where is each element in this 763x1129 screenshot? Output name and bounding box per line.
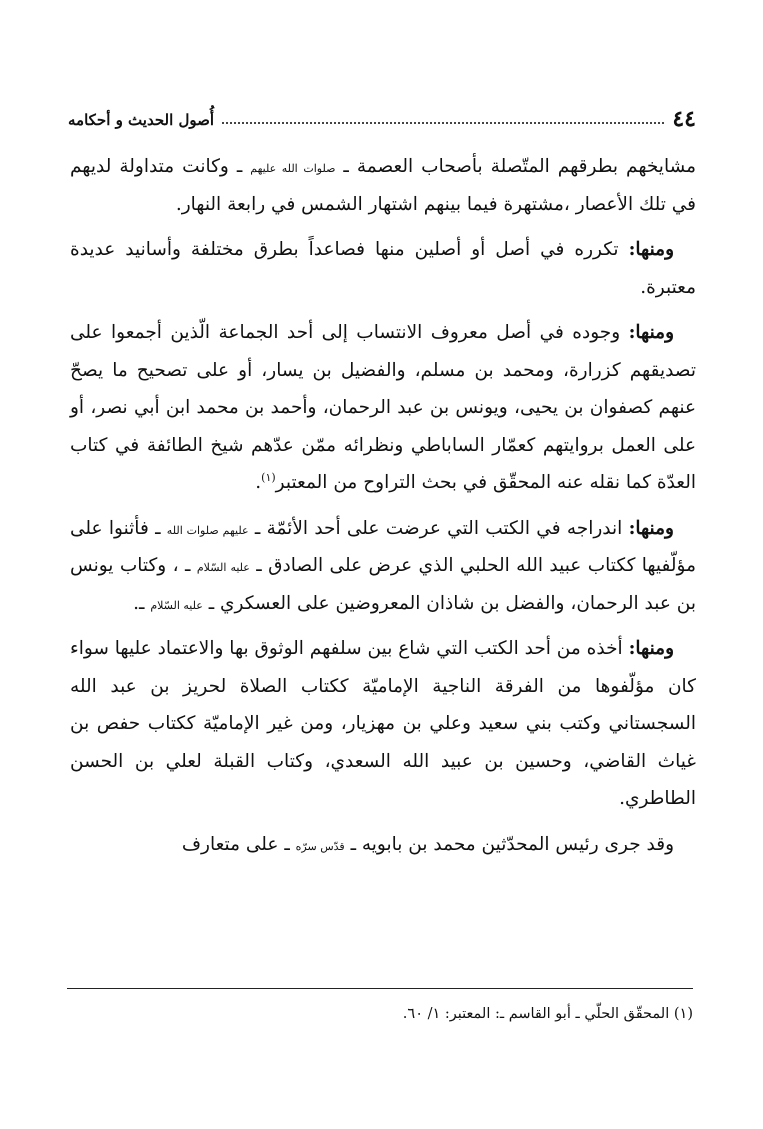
- paragraph-text: ـ فأثنوا على مؤلّفيها ككتاب عبيد الله الحلبي الذي عرض على الصادق ـ: [70, 517, 696, 576]
- lead-word: ومنها:: [628, 638, 674, 659]
- main-text: [70, 148, 696, 871]
- paragraph-text: مشايخهم بطرقهم المتّصلة بأصحاب العصمة ـ: [343, 156, 696, 177]
- paragraph-3: [70, 314, 696, 502]
- paragraph-5: [70, 630, 696, 818]
- paragraph-text: .: [255, 472, 262, 493]
- paragraph-text: أخذه من أحد الكتب التي شاع بين سلفهم الوثوق بها والاعتماد عليها سواء كان مؤلّفوها من الفرقة الناجية الإماميّة ككتاب الصلاة لحريز بن عبد الله السجستاني وكتب بني سعيد وعلي بن مهزيار، ومن غير الإماميّة ككتاب حفص بن غياث القاضي، وحسين بن عبيد الله السعدي، وكتاب القبلة لعلي بن الحسن الطاطري.: [70, 638, 696, 809]
- honorific: قدّس سرّه: [295, 839, 345, 853]
- paragraph-text: ـ وكانت متداولة لديهم في تلك الأعصار ،مشتهرة فيما بينهم اشتهار الشمس في رابعة النهار.: [70, 156, 696, 215]
- paragraph-text: اندراجه في الكتب التي عرضت على أحد الأئمّة ـ: [254, 517, 623, 539]
- paragraph-6: [70, 826, 696, 864]
- footnote: (١) المحقّق الحلّي ـ أبو القاسم ـ: المعتبر: ١/ ٦٠.: [402, 1006, 693, 1022]
- lead-word: ومنها:: [628, 239, 674, 260]
- footnote-divider: [67, 988, 693, 989]
- footnote-reference: (١): [261, 470, 276, 484]
- paragraph-text: ـ.: [133, 592, 145, 614]
- dotted-leader: [222, 121, 664, 124]
- paragraph-text: تكرره في أصل أو أصلين منها فصاعداً بطرق مختلفة وأسانيد عديدة معتبرة.: [70, 239, 696, 298]
- lead-word: ومنها:: [628, 517, 674, 539]
- paragraph-text: ـ على متعارف: [181, 833, 290, 855]
- honorific: عليه السّلام: [196, 561, 250, 574]
- honorific: صلوات الله عليهم: [250, 162, 336, 175]
- paragraph-text: ـ ، وكتاب يونس بن عبد الرحمان، والفضل بن شاذان المعروضين على العسكري ـ: [70, 555, 696, 614]
- paragraph-text: وقد جرى رئيس المحدّثين محمد بن بابويه ـ: [350, 833, 674, 855]
- paragraph-2: [70, 231, 696, 306]
- honorific: عليه السّلام: [150, 598, 203, 612]
- book-title: أُصول الحديث و أحكامه: [68, 111, 215, 129]
- running-header: [68, 103, 696, 131]
- paragraph-text: وجوده في أصل معروف الانتساب إلى أحد الجماعة الّذين أجمعوا على تصديقهم كزرارة، ومحمد بن مسلم، والفضيل بن يسار، أو على تصحيح ما يصحّ عنهم كصفوان بن يحيى، ويونس بن عبد الرحمان، وأحمد بن محمد ابن أبي نصر، أو على العمل بروايتهم كعمّار الساباطي ونظرائه ممّن عدّهم شيخ الطائفة في كتاب العدّة كما نقله عنه المحقّق في بحث التراوح من المعتبر: [70, 322, 696, 493]
- paragraph-4: [70, 510, 696, 623]
- paragraph-1: [70, 148, 696, 223]
- lead-word: ومنها:: [628, 322, 674, 343]
- page-number: ٤٤: [672, 106, 696, 132]
- honorific: عليهم صلوات الله: [166, 523, 249, 537]
